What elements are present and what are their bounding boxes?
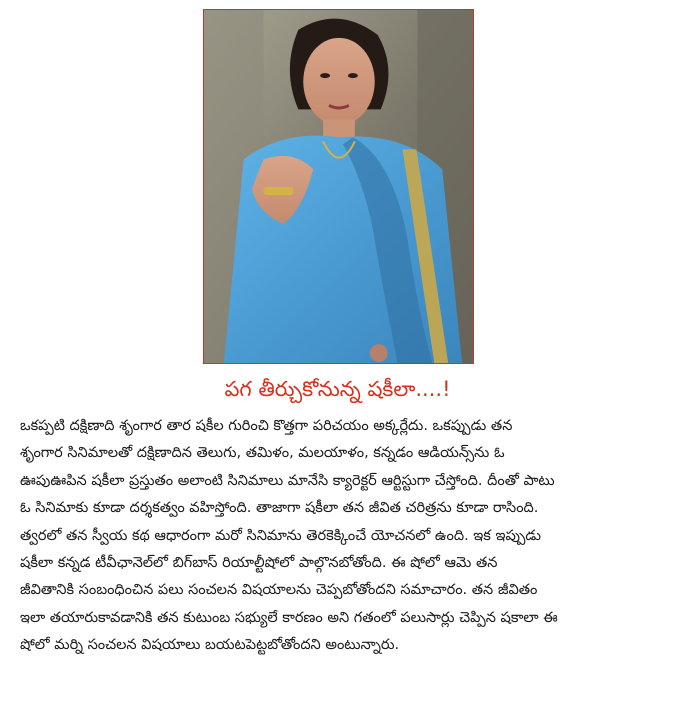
article-line: ఊపుఊపిన షకీలా ప్రస్తుతం అలాంటి సినిమాలు మానేసి క్యారెక్టర్ ఆర్టిస్టుగా చేస్తోంది. దీంతో పాటు [20, 472, 555, 489]
article-line: జీవితానికి సంబంధించిన పలు సంచలన విషయాలను చెప్పబోతోందని సమాచారం. తన జీవితం [20, 582, 538, 599]
article-line: ఓ సినిమాకు కూడా దర్శకత్వం వహిస్తోంది. తాజాగా షకీలా తన జీవిత చరిత్రను కూడా రాసింది. [20, 500, 539, 517]
article-body [20, 413, 665, 660]
article-line: షకీలా కన్నడ టీవీఛానెల్‌లో బిగ్‌బాస్ రియాల్టీషోలో పాల్గొనబోతోంది. ఈ షోలో ఆమె తన [20, 554, 498, 571]
article-line: శృంగార సినిమాలతో దక్షిణాదిన తెలుగు, తమిళం, మలయాళం, కన్నడం ఆడియన్స్‌ను ఓ [20, 445, 505, 462]
article-line: ఒకప్పటి దక్షిణాది శృంగార తార షకీల గురించి కొత్తగా పరిచయం అక్కర్లేదు. ఒకప్పుడు తన [20, 418, 513, 434]
article-line: త్వరలో తన స్వీయ కథ ఆధారంగా మరో సినిమాను తెరకెక్కించే యోచనలో ఉంది. ఇక ఇప్పుడు [20, 527, 542, 544]
actress-photo-illustration [204, 10, 473, 363]
article-photo [203, 9, 474, 364]
article-line: ఇలా తయారుకావడానికి తన కుటుంబ సభ్యులే కారణం అని గతంలో పలుసార్లు చెప్పిన షకాలా ఈ [20, 609, 558, 626]
article-headline: పగ తీర్చుకోనున్న షకీలా....! [224, 377, 451, 401]
article-line: షోలో మర్ని సంచలన విషయాలు బయటపెట్టబోతోందని అంటున్నారు. [20, 637, 400, 654]
